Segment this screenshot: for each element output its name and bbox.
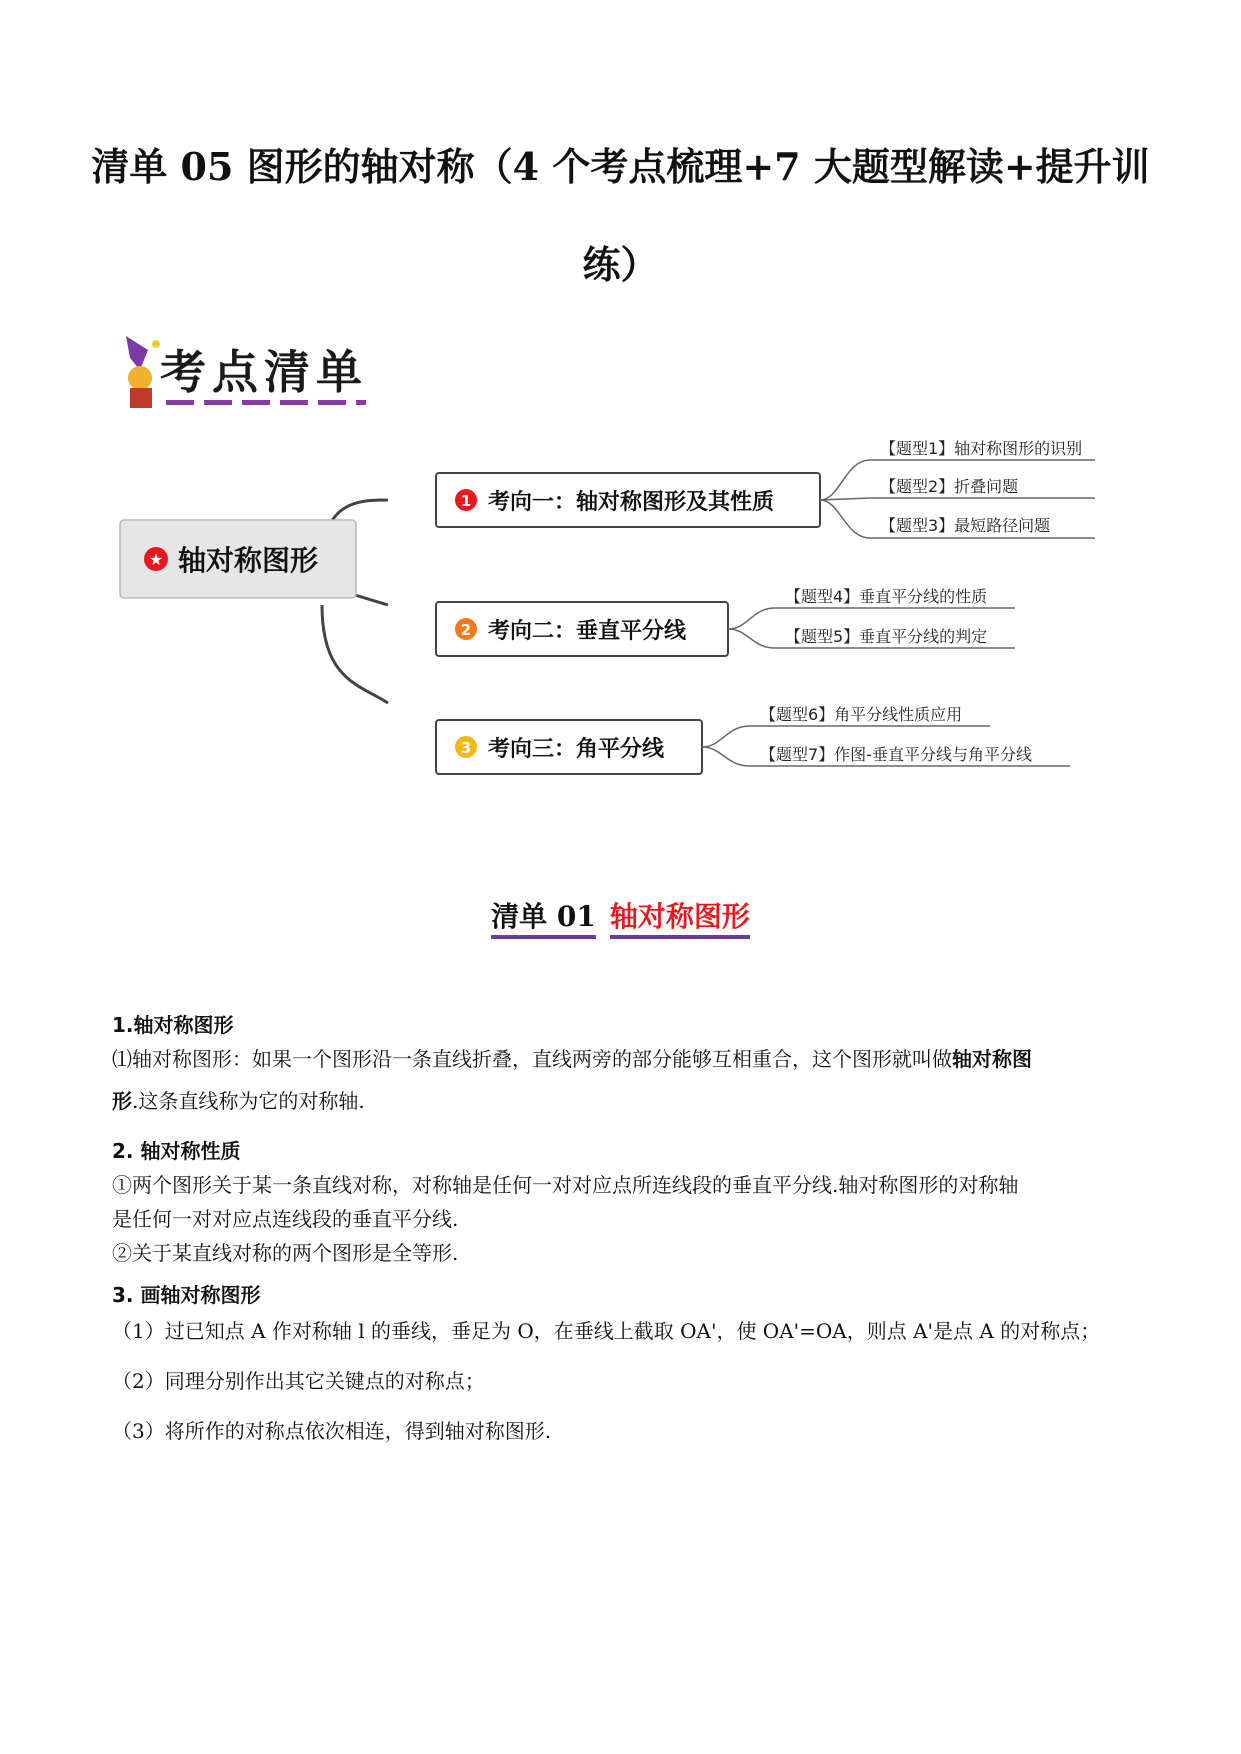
branch-1-label: 考向一：轴对称图形及其性质 [488,490,775,515]
mind-map [100,420,1140,790]
page-title [0,118,1241,314]
branch-3-label: 考向三：角平分线 [488,737,665,762]
logo-text: 考点清单 [160,345,368,399]
p1-bold: 轴对称图 [952,1047,1032,1071]
step-2: （2）同理分别作出其它关键点的对称点； [112,1369,485,1393]
logo [118,330,370,412]
branch-3-number: 3 [460,739,472,757]
p2-text: .这条直线称为它的对称轴. [132,1089,365,1113]
paragraph-1 [112,1042,1132,1076]
section-name: 轴对称图形 [610,900,750,939]
branch-1 [436,439,1095,538]
step-1: （1）过已知点 A 作对称轴 l 的垂线，垂足为 O，在垂线上截取 OA'，使 OA'=OA，则点 A'是点 A 的对称点； [112,1319,1101,1343]
content-body [112,1000,1132,1456]
p1-text: ⑴轴对称图形：如果一个图形沿一条直线折叠，直线两旁的部分能够互相重合，这个图形就叫做 [112,1047,952,1071]
root-node [120,520,356,598]
title-line-1: 清单 05 图形的轴对称（4 个考点梳理+7 大题型解读+提升训 [91,144,1150,189]
title-line-2: 练） [582,242,659,287]
heading-2: 2. 轴对称性质 [112,1139,241,1163]
p2-bold: 形 [112,1089,132,1113]
branch-2-label: 考向二：垂直平分线 [488,619,687,644]
logo-underline [166,400,366,405]
section-heading [0,895,1241,935]
branch-1-number: 1 [460,492,472,510]
topic-2: 【题型2】折叠问题 [880,477,1019,496]
paragraph-3: ①两个图形关于某一条直线对称，对称轴是任何一对对应点所连线段的垂直平分线.轴对称图形的对称轴 [112,1173,1019,1197]
section-prefix: 清单 01 [491,900,596,939]
connector-3 [322,605,388,703]
step-3: （3）将所作的对称点依次相连，得到轴对称图形. [112,1419,552,1443]
paragraph-4: 是任何一对对应点连线段的垂直平分线. [112,1207,459,1231]
heading-3: 3. 画轴对称图形 [112,1283,261,1307]
topic-3: 【题型3】最短路径问题 [880,516,1051,535]
paragraph-5: ②关于某直线对称的两个图形是全等形. [112,1241,459,1265]
branch-3 [436,705,1070,774]
topic-1: 【题型1】轴对称图形的识别 [880,439,1083,458]
branch-2-number: 2 [460,621,472,639]
topic-6: 【题型6】角平分线性质应用 [760,705,963,724]
branch-2 [436,587,1015,656]
paragraph-2 [112,1076,1132,1126]
star-icon: ★ [148,550,164,569]
root-label: 轴对称图形 [178,544,319,577]
topic-5: 【题型5】垂直平分线的判定 [785,627,988,646]
topic-4: 【题型4】垂直平分线的性质 [785,587,988,606]
topic-7: 【题型7】作图-垂直平分线与角平分线 [760,745,1032,764]
heading-1: 1.轴对称图形 [112,1013,234,1037]
